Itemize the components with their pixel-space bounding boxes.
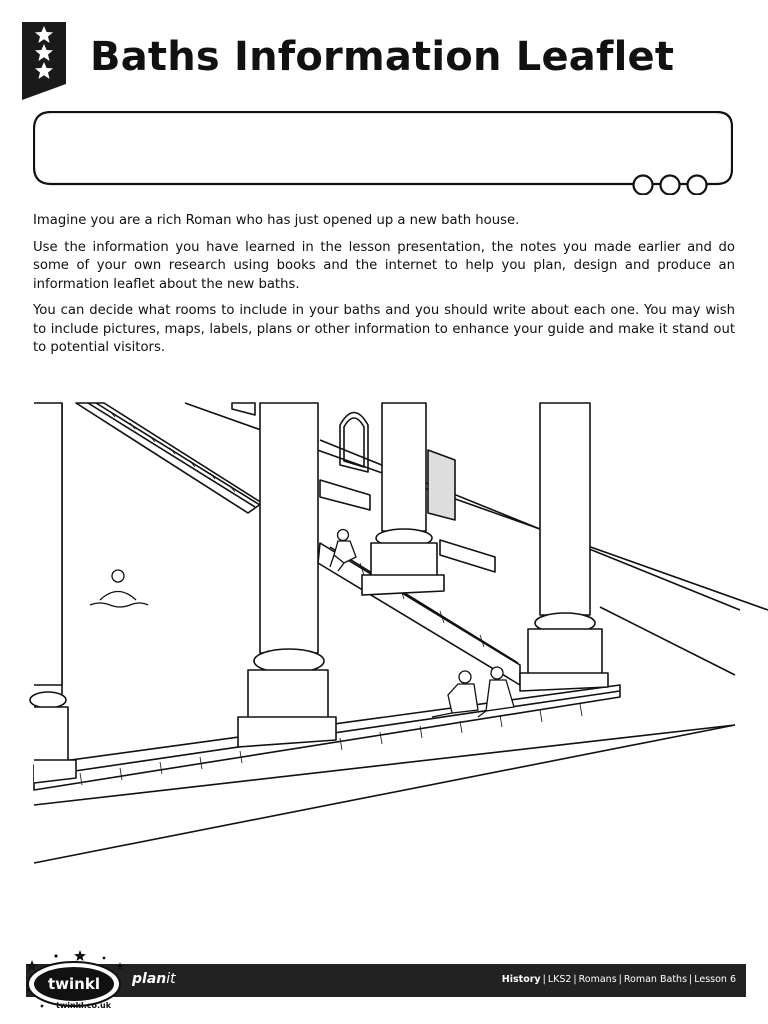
planit-bold: plan: [132, 971, 167, 987]
brand-text: twinkl: [48, 975, 100, 993]
planit-label: [132, 971, 176, 987]
instructions: [33, 212, 735, 366]
instruction-paragraph: Use the information you have learned in the lesson presentation, the notes you made earlier and do some of your own research using books and the internet to help you plan, design and produce an information leaflet about the new baths.: [33, 239, 735, 292]
breadcrumb-stage: LKS2: [547, 974, 572, 985]
roman-bath-illustration: [0, 395, 768, 875]
breadcrumb-unit: Roman Baths: [623, 974, 688, 985]
footer: [0, 940, 768, 1024]
leaflet-title-box[interactable]: [33, 111, 733, 195]
breadcrumb-lesson: Lesson 6: [694, 974, 736, 985]
breadcrumb-subject: History: [501, 974, 541, 985]
breadcrumb-topic: Romans: [578, 974, 617, 985]
page-title: Baths Information Leaflet: [90, 34, 675, 80]
instruction-paragraph: You can decide what rooms to include in your baths and you should write about each one. You may wish to include pictures, maps, labels, plans or other information to enhance your guide and make it stand out to potential visitors.: [33, 303, 735, 355]
instruction-paragraph: Imagine you are a rich Roman who has just opened up a new bath house.: [33, 213, 520, 228]
stars-ribbon: [22, 22, 66, 100]
site-url[interactable]: twinkl.co.uk: [56, 1001, 112, 1010]
breadcrumb: History | LKS2 | Romans | Roman Baths | Lesson 6: [501, 974, 736, 985]
planit-rest: it: [166, 971, 176, 987]
